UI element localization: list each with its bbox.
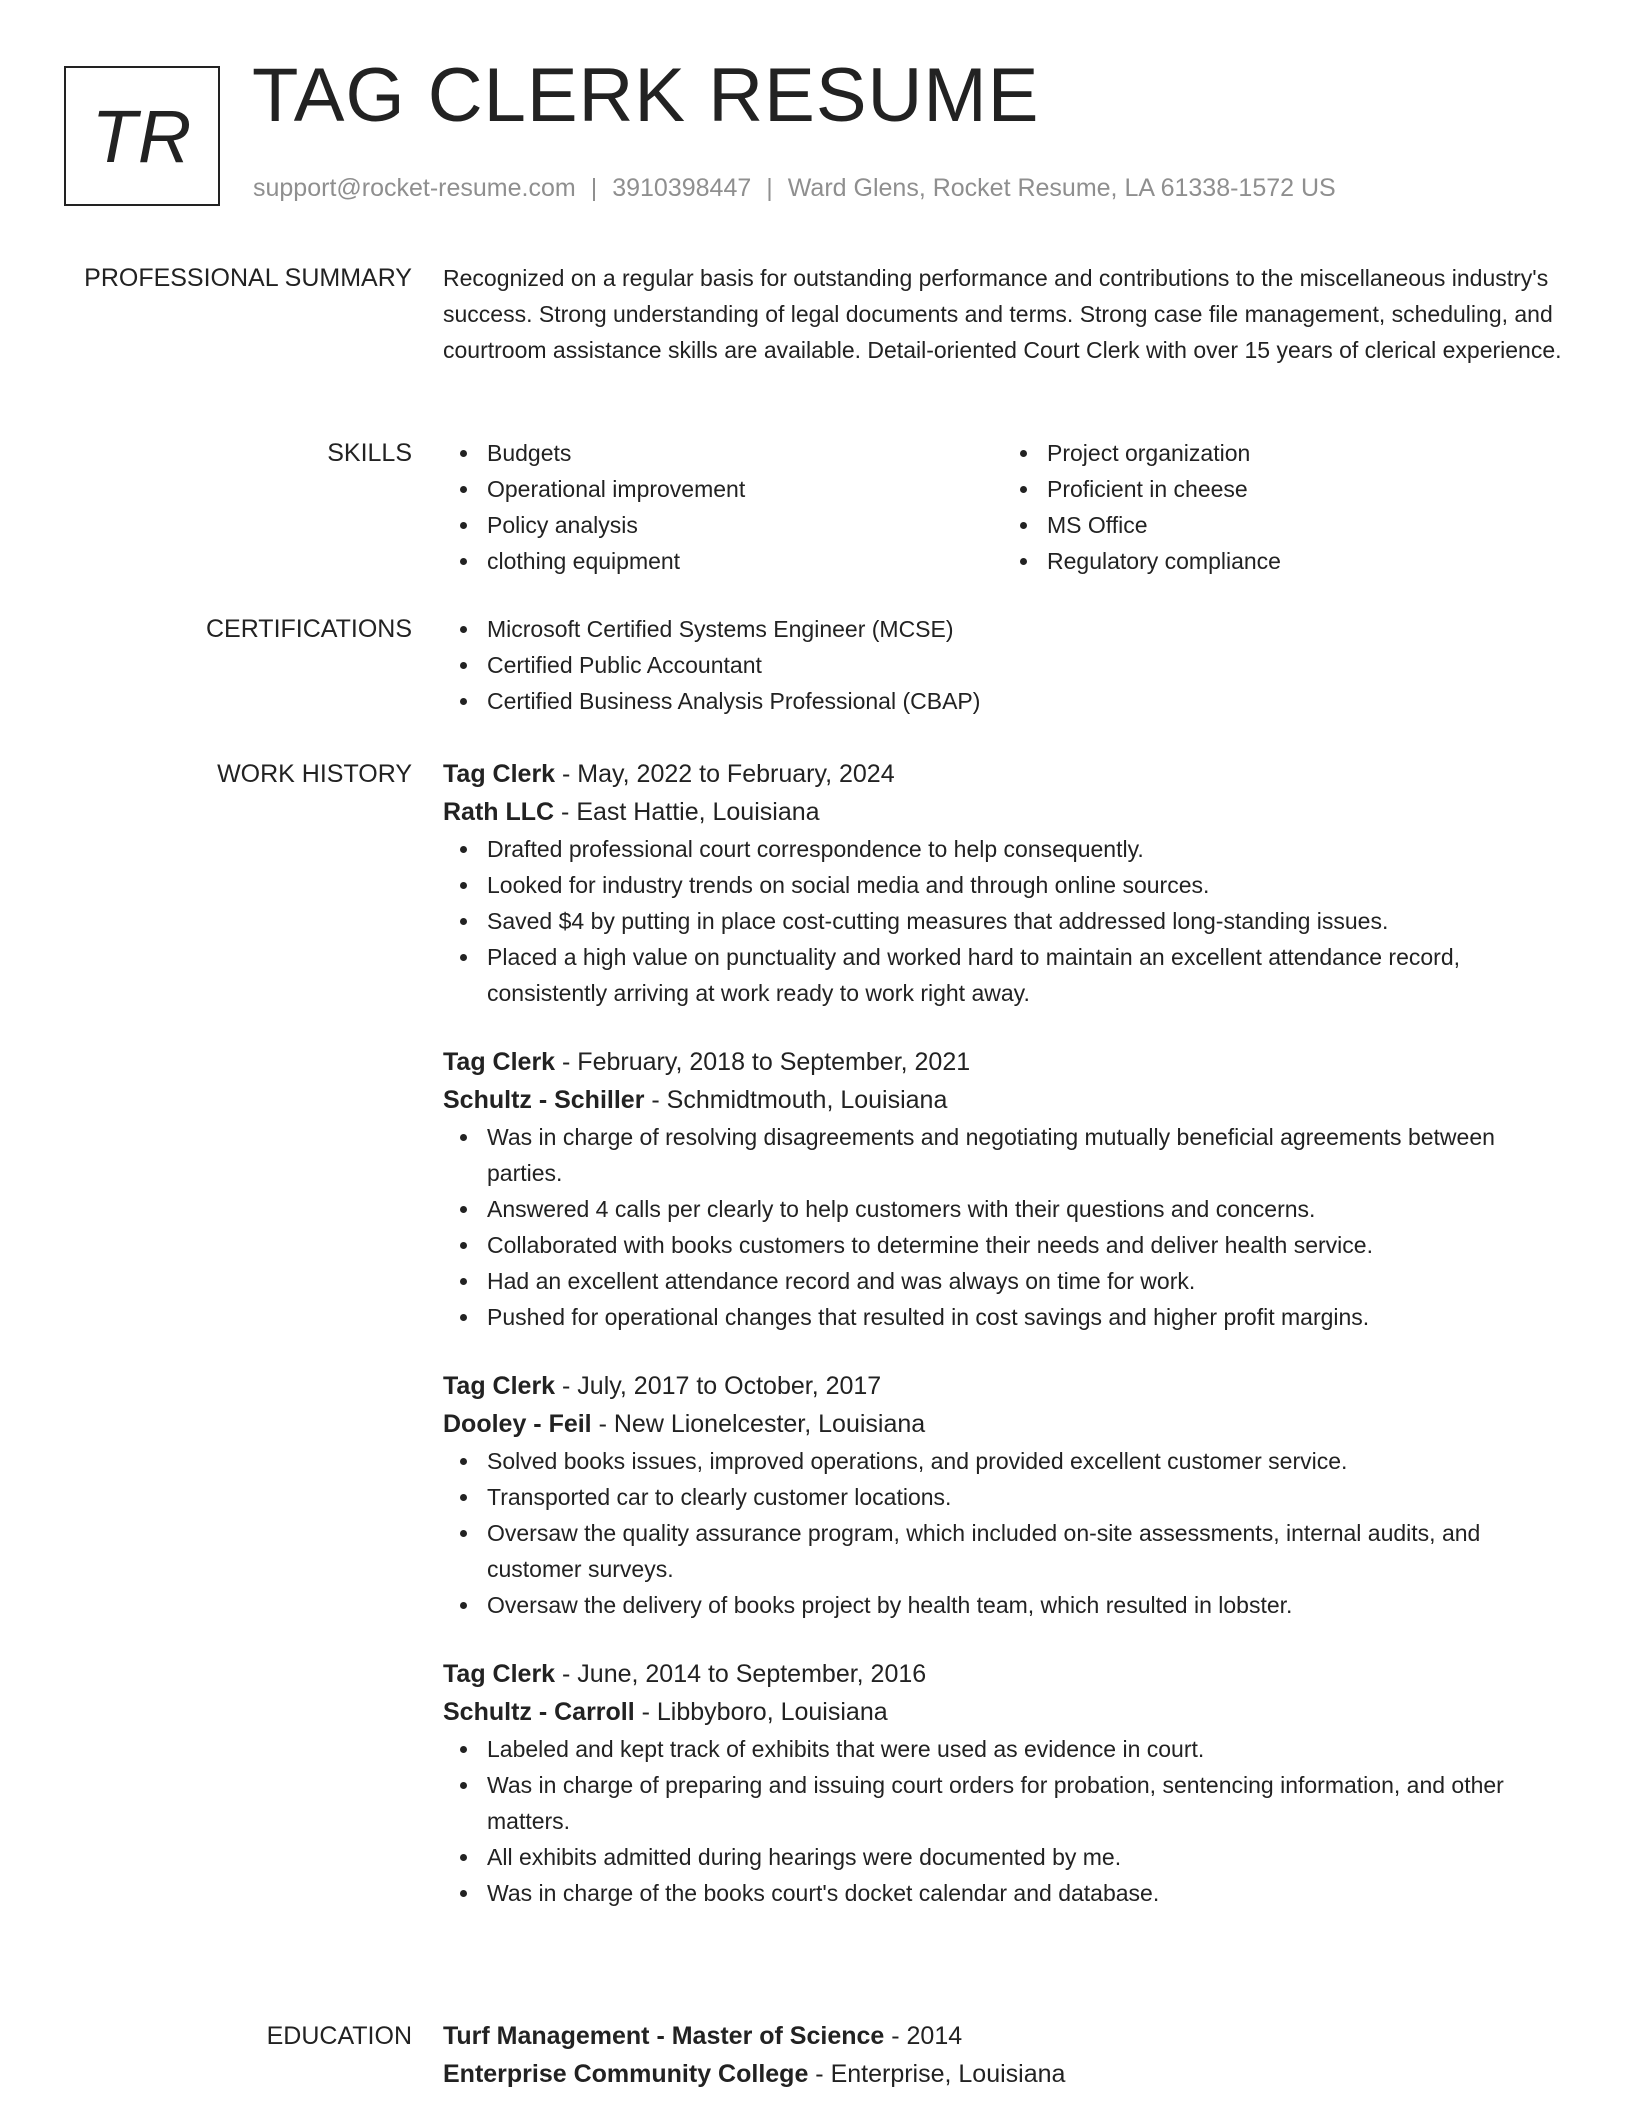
job-title-line xyxy=(443,1043,1563,1081)
job-location: - East Hattie, Louisiana xyxy=(554,798,820,826)
contact-address: Ward Glens, Rocket Resume, LA 61338-1572 US xyxy=(787,174,1336,202)
section-label-summary: PROFESSIONAL SUMMARY xyxy=(84,264,412,292)
job-duty: Oversaw the quality assurance program, which included on-site assessments, internal audits, and customer surveys. xyxy=(487,1515,1563,1587)
job-duty: Had an excellent attendance record and was always on time for work. xyxy=(487,1263,1563,1299)
job-duty: Was in charge of preparing and issuing court orders for probation, sentencing information, and other matters. xyxy=(487,1767,1563,1839)
job-location: - Libbyboro, Louisiana xyxy=(634,1698,888,1726)
education-school: Enterprise Community College xyxy=(443,2060,809,2088)
education-school-line xyxy=(443,2055,1563,2093)
education-location: - Enterprise, Louisiana xyxy=(808,2060,1066,2088)
certification-item: Microsoft Certified Systems Engineer (MCSE) xyxy=(487,611,1563,647)
job-company-line xyxy=(443,1693,1563,1731)
job-duties xyxy=(443,831,1563,1011)
job-duty: Was in charge of the books court's docket calendar and database. xyxy=(487,1875,1563,1911)
work-history-body xyxy=(443,755,1563,1943)
job-dates: - May, 2022 to February, 2024 xyxy=(555,760,895,788)
education-year: - 2014 xyxy=(884,2022,963,2050)
contact-separator: | xyxy=(590,174,598,202)
job-duties xyxy=(443,1119,1563,1335)
job-company: Schultz - Carroll xyxy=(443,1698,635,1726)
contact-email[interactable]: support@rocket-resume.com xyxy=(253,174,576,202)
job-duty: Was in charge of resolving disagreements and negotiating mutually beneficial agreements between parties. xyxy=(487,1119,1563,1191)
job-duty: Answered 4 calls per clearly to help customers with their questions and concerns. xyxy=(487,1191,1563,1227)
job-dates: - July, 2017 to October, 2017 xyxy=(555,1372,882,1400)
skill-item: Project organization xyxy=(1047,435,1563,471)
job-company-line xyxy=(443,793,1563,831)
summary-body xyxy=(443,260,1563,368)
skill-item: Policy analysis xyxy=(487,507,1003,543)
education-degree-line xyxy=(443,2017,1563,2055)
certification-item: Certified Business Analysis Professional (CBAP) xyxy=(487,683,1563,719)
job-title-line xyxy=(443,1655,1563,1693)
certifications-body xyxy=(443,611,1563,719)
job-company-line xyxy=(443,1081,1563,1119)
job-duty: Looked for industry trends on social media and through online sources. xyxy=(487,867,1563,903)
education-degree: Turf Management - Master of Science xyxy=(443,2022,885,2050)
certifications-list xyxy=(443,611,1563,719)
contact-separator: | xyxy=(766,174,773,202)
job-duty: Drafted professional court correspondence to help consequently. xyxy=(487,831,1563,867)
skill-item: Proficient in cheese xyxy=(1047,471,1563,507)
education-body xyxy=(443,2017,1563,2093)
job-duty: Labeled and kept track of exhibits that were used as evidence in court. xyxy=(487,1731,1563,1767)
job-company-line xyxy=(443,1405,1563,1443)
job-title: Tag Clerk xyxy=(443,1660,556,1688)
job-entry xyxy=(443,755,1563,1011)
resume-title: TAG CLERK RESUME xyxy=(252,53,1040,138)
monogram-box xyxy=(64,66,220,206)
job-duties xyxy=(443,1443,1563,1623)
section-label-skills: SKILLS xyxy=(327,439,412,467)
skill-item: Regulatory compliance xyxy=(1047,543,1563,579)
contact-line xyxy=(253,176,1336,201)
job-duty: Pushed for operational changes that resulted in cost savings and higher profit margins. xyxy=(487,1299,1563,1335)
section-label-certifications: CERTIFICATIONS xyxy=(205,615,412,643)
job-dates: - February, 2018 to September, 2021 xyxy=(555,1048,971,1076)
monogram-initials: TR xyxy=(91,94,193,178)
job-duty: Placed a high value on punctuality and worked hard to maintain an excellent attendance record, consistently arriving at work ready to work right away. xyxy=(487,939,1563,1011)
summary-text: Recognized on a regular basis for outstanding performance and contributions to the miscellaneous industry's success. Strong understanding of legal documents and terms. Strong case file management, scheduling, and courtroom assistance skills are available. Detail-oriented Court Clerk with over 15 years of clerical experience. xyxy=(443,265,1562,363)
job-duty: Collaborated with books customers to determine their needs and deliver health service. xyxy=(487,1227,1563,1263)
skills-column-1 xyxy=(443,435,1003,579)
job-company: Dooley - Feil xyxy=(443,1410,592,1438)
job-title-line xyxy=(443,1367,1563,1405)
job-title: Tag Clerk xyxy=(443,1048,556,1076)
job-entry xyxy=(443,1655,1563,1911)
job-duties xyxy=(443,1731,1563,1911)
skill-item: Operational improvement xyxy=(487,471,1003,507)
certification-item: Certified Public Accountant xyxy=(487,647,1563,683)
job-duty: Transported car to clearly customer locations. xyxy=(487,1479,1563,1515)
job-entry xyxy=(443,1043,1563,1335)
job-title-line xyxy=(443,755,1563,793)
skills-column-2 xyxy=(1003,435,1563,579)
skills-body xyxy=(443,435,1563,579)
job-location: - New Lionelcester, Louisiana xyxy=(591,1410,926,1438)
job-title: Tag Clerk xyxy=(443,1372,556,1400)
job-location: - Schmidtmouth, Louisiana xyxy=(644,1086,948,1114)
contact-phone[interactable]: 3910398447 xyxy=(612,174,752,202)
job-dates: - June, 2014 to September, 2016 xyxy=(555,1660,927,1688)
job-company: Rath LLC xyxy=(443,798,555,826)
section-label-education: EDUCATION xyxy=(266,2022,412,2050)
skill-item: MS Office xyxy=(1047,507,1563,543)
job-duty: Solved books issues, improved operations, and provided excellent customer service. xyxy=(487,1443,1563,1479)
skill-item: clothing equipment xyxy=(487,543,1003,579)
job-entry xyxy=(443,1367,1563,1623)
job-company: Schultz - Schiller xyxy=(443,1086,645,1114)
job-title: Tag Clerk xyxy=(443,760,556,788)
section-label-work-history: WORK HISTORY xyxy=(217,760,412,788)
job-duty: All exhibits admitted during hearings were documented by me. xyxy=(487,1839,1563,1875)
skill-item: Budgets xyxy=(487,435,1003,471)
job-duty: Oversaw the delivery of books project by health team, which resulted in lobster. xyxy=(487,1587,1563,1623)
job-duty: Saved $4 by putting in place cost-cutting measures that addressed long-standing issues. xyxy=(487,903,1563,939)
